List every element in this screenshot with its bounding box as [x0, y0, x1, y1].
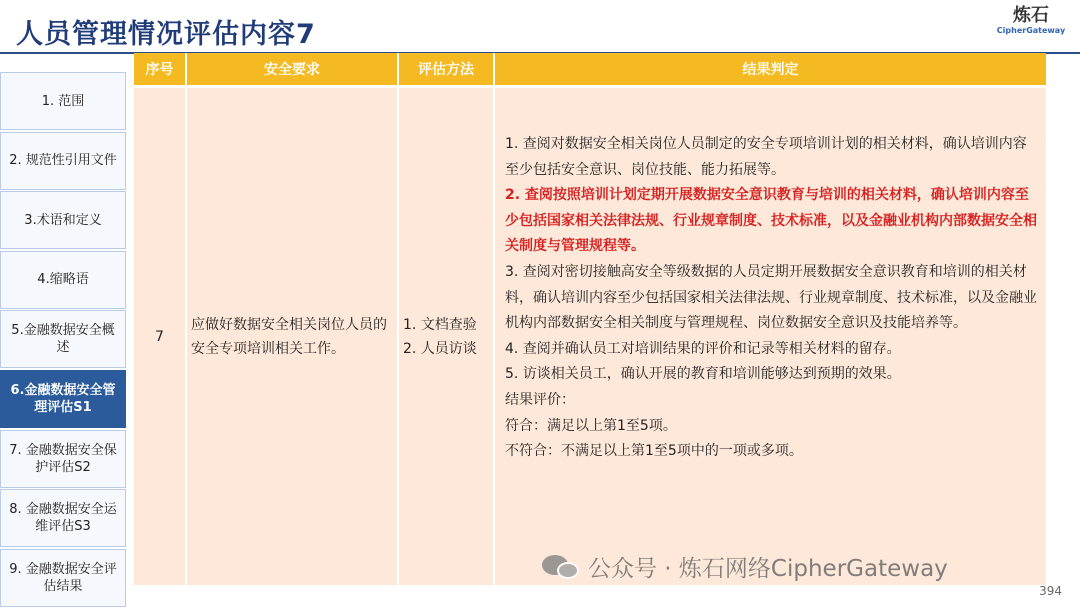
sidebar-item-label: 4.缩略语 — [37, 272, 89, 288]
sidebar-item-operations-assessment[interactable] — [0, 489, 126, 547]
sidebar-item-label: 3.术语和定义 — [24, 212, 102, 228]
result-pass-criteria: 符合：满足以上第1至5项。 — [505, 417, 677, 434]
logo-main-text: 炼石 — [1013, 5, 1049, 26]
result-list — [505, 132, 1040, 465]
result-item: 3. 查阅对密切接触高安全等级数据的人员定期开展数据安全意识教育和培训的相关材料，确认培训内容至少包括国家相关法律法规、行业规章制度、技术标准，以及金融业机构内部数据安全相关制度与管理规程、岗位数据安全意识及技能培养等。 — [505, 263, 1037, 332]
column-header-number: 序号 — [134, 53, 187, 85]
sidebar-item-assessment-results[interactable] — [0, 549, 126, 607]
method-item: 1. 文档查验 — [403, 316, 477, 333]
sidebar-item-overview[interactable] — [0, 310, 126, 368]
column-header-result: 结果判定 — [495, 53, 1046, 85]
sidebar-item-label: 2. 规范性引用文件 — [9, 153, 117, 169]
method-cell — [399, 88, 495, 585]
assessment-table — [134, 53, 1046, 585]
table-row — [134, 88, 1046, 585]
method-item: 2. 人员访谈 — [403, 340, 477, 357]
sidebar-item-label: 9. 金融数据安全评估结果 — [9, 561, 117, 594]
sidebar-item-label: 1. 范围 — [41, 93, 85, 109]
requirement-text: 应做好数据安全相关岗位人员的安全专项培训相关工作。 — [191, 316, 387, 357]
result-item-highlighted: 2. 查阅按照培训计划定期开展数据安全意识教育与培训的相关材料，确认培训内容至少包括国家相关法律法规、行业规章制度、技术标准，以及金融业机构内部数据安全相关制度与管理规程等。 — [505, 187, 1037, 255]
logo-sub-text: CipherGateway — [996, 26, 1066, 35]
result-item: 1. 查阅对数据安全相关岗位人员制定的安全专项培训计划的相关材料，确认培训内容至少包括安全意识、岗位技能、能力拓展等。 — [505, 136, 1027, 178]
method-list — [403, 313, 477, 361]
requirement-cell — [187, 88, 399, 585]
sidebar-item-scope[interactable] — [0, 72, 126, 130]
watermark-text: 公众号 · 炼石网络CipherGateway — [588, 556, 948, 582]
result-fail-criteria: 不符合：不满足以上第1至5项中的一项或多项。 — [505, 443, 803, 460]
sidebar-item-label: 6.金融数据安全管理评估S1 — [10, 382, 116, 415]
sidebar-item-terms[interactable] — [0, 191, 126, 249]
wechat-icon — [542, 553, 582, 581]
result-item: 5. 访谈相关员工，确认开展的教育和培训能够达到预期的效果。 — [505, 366, 901, 383]
page-number: 394 — [1039, 584, 1062, 598]
sidebar-item-protection-assessment[interactable] — [0, 430, 126, 488]
column-header-requirement: 安全要求 — [187, 53, 399, 85]
sidebar-item-label: 7. 金融数据安全保护评估S2 — [9, 442, 117, 475]
company-logo — [996, 6, 1066, 36]
sidebar-nav — [0, 72, 126, 608]
result-item: 4. 查阅并确认员工对培训结果的评价和记录等相关材料的留存。 — [505, 340, 901, 357]
sidebar-item-label: 5.金融数据安全概述 — [11, 323, 115, 356]
sidebar-item-label: 8. 金融数据安全运维评估S3 — [9, 502, 117, 535]
result-cell — [495, 88, 1046, 585]
page-title: 人员管理情况评估内容7 — [16, 19, 316, 50]
result-evaluation-heading: 结果评价： — [505, 391, 575, 408]
sidebar-item-management-assessment[interactable] — [0, 370, 126, 428]
table-header-row — [134, 53, 1046, 85]
row-number-cell: 7 — [134, 88, 187, 585]
watermark — [542, 550, 948, 583]
column-header-method: 评估方法 — [399, 53, 495, 85]
sidebar-item-abbreviations[interactable] — [0, 251, 126, 309]
sidebar-item-normative-references[interactable] — [0, 132, 126, 190]
